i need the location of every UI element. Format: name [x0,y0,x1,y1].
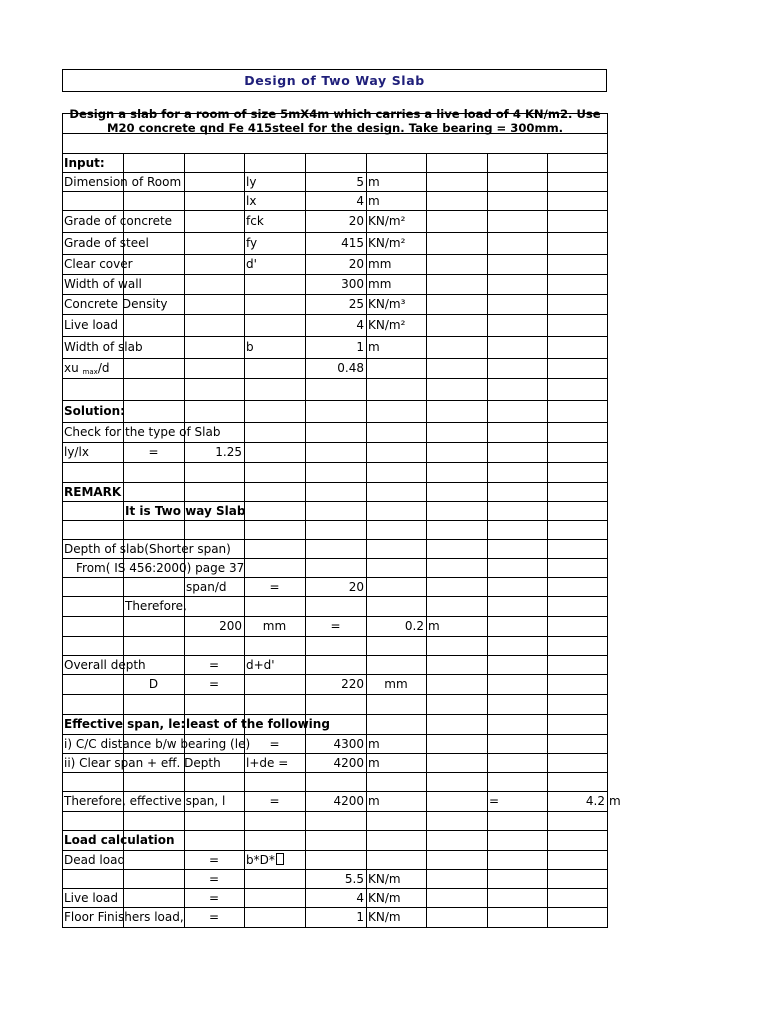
eff-r2-value: 4200 [333,755,364,770]
live-load-unit: KN/m [368,890,401,905]
grid-line-h [62,336,608,337]
input-unit: KN/m² [368,236,406,250]
depth-therefore: Therefore, [125,599,187,613]
depth-ref: From( IS 456:2000) page 37 [76,560,245,575]
input-label: Clear cover [64,257,133,271]
eff-r2-label: ii) Clear span + eff. Depth [64,755,221,770]
input-unit: KN/m³ [368,297,406,311]
eff-r3-label: Therefore, effective span, l [64,794,226,808]
grid-line-v [547,153,548,927]
eff-r3-eq2: = [489,794,500,808]
depth-eq2: = [330,619,341,633]
section-load-calc: Load calculation [64,833,175,847]
grid-line-v [426,153,427,927]
input-symbol: d' [246,257,257,271]
section-solution: Solution: [64,404,125,418]
input-value: 415 [341,236,364,250]
overall-D: D [148,677,159,691]
xu-value: 0.48 [337,361,364,375]
input-symbol: b [246,340,254,354]
eff-r1-label: i) C/C distance b/w bearing (le) [64,736,251,751]
dead-load-eq: = [208,852,220,867]
eff-r3-unit: m [368,794,380,808]
overall-D-value: 220 [341,677,364,691]
floor-load-value: 1 [356,910,364,924]
input-symbol: fck [246,214,264,228]
eff-r3-unit2: m [609,794,621,808]
xu-pre: xu [64,361,79,375]
input-label: Live load [64,318,118,332]
input-label: Grade of concrete [64,214,173,228]
input-label: Dimension of Room [64,174,182,189]
problem-statement: Design a slab for a room of size 5mX4m which carries a live load of 4 KN/m2. Use M20 concrete qnd Fe 415steel for the design. Take bearing = 300mm. [69,107,601,135]
sheet-title: Design of Two Way Slab [62,69,607,92]
grid-line-h [62,153,608,154]
eff-note: least of the following [186,717,330,731]
depth-d-unit: mm [262,619,287,633]
input-value: 4 [356,318,364,332]
dead-load-unit: KN/m [368,871,401,886]
depth-d-m: 0.2 [404,619,424,633]
grid-line-h [62,232,608,233]
input-symbol: fy [246,236,258,250]
input-value: 1 [356,340,364,354]
overall-formula: d+d' [246,657,275,672]
input-value: 300 [341,277,364,291]
dead-load-value: 5.5 [344,871,364,886]
input-value: 5 [356,174,364,189]
check-label: Check for the type of Slab [64,425,221,439]
grid-line-v [487,153,488,927]
overall-label: Overall depth [64,657,146,672]
depth-eq: = [269,579,280,594]
dead-load-formula [246,851,284,869]
input-unit: KN/m² [368,318,406,332]
dead-load-formula-text: b*D* [246,852,275,867]
floor-load-label: Floor Finishers load, [64,910,184,924]
input-label: Width of wall [64,277,142,291]
missing-glyph-icon [276,853,284,865]
grid-line-h [62,850,608,851]
grid-line-h [62,811,608,812]
grid-line-h [62,378,608,379]
grid-line-h [62,400,608,401]
grid-line-v [366,153,367,927]
input-unit: m [368,193,380,208]
eff-r2-eq: l+de = [246,755,289,770]
grid-line-v [607,113,608,927]
check-value: 1.25 [215,445,242,459]
overall-eq: = [208,657,220,672]
grid-line-h [62,210,608,211]
depth-spand-value: 20 [348,579,364,594]
input-unit: m [368,174,380,189]
depth-d-value: 200 [219,619,242,633]
floor-load-eq: = [208,910,220,924]
grid-line-h [62,927,608,928]
depth-d-m-unit: m [428,619,440,633]
section-input: Input: [64,155,105,170]
input-value: 20 [348,257,364,271]
xu-sub: max [82,368,98,376]
depth-spand: span/d [186,579,227,594]
input-label: Grade of steel [64,236,149,250]
check-eq: = [148,445,159,459]
grid-line-v [244,153,245,927]
grid-line-h [62,520,608,521]
grid-line-h [62,482,608,483]
grid-line-v [62,113,63,927]
input-unit: mm [368,257,392,271]
input-unit: KN/m² [368,214,406,228]
input-label: Concrete Density [64,297,168,311]
eff-r1-unit: m [368,736,380,751]
input-symbol: ly [246,174,257,189]
grid-line-h [62,636,608,637]
overall-eq-2: = [208,677,220,691]
check-ratio: ly/lx [64,445,89,459]
eff-r1-eq: = [269,736,280,751]
grid-line-v [305,153,306,927]
eff-r1-value: 4300 [333,736,364,751]
live-load-label: Live load [64,890,118,905]
overall-D-unit: mm [384,677,408,691]
eff-r2-unit: m [368,755,380,770]
dead-load-label: Dead load [64,852,126,867]
xu-label [64,359,109,377]
input-unit: m [368,340,380,354]
live-load-value: 4 [356,890,364,905]
input-value: 4 [356,193,364,208]
dead-load-eq2: = [208,871,220,886]
input-unit: mm [368,277,392,291]
eff-label: Effective span, le: [64,717,186,731]
remark-text: It is Two way Slab [125,503,246,518]
depth-label: Depth of slab(Shorter span) [64,541,231,556]
section-remark: REMARK [64,484,122,499]
eff-r3-value2: 4.2 [585,794,605,808]
eff-r3-eq: = [269,794,280,808]
input-value: 20 [348,214,364,228]
eff-r3-value: 4200 [333,794,364,808]
live-load-eq: = [208,890,220,905]
grid-line-h [62,462,608,463]
grid-line-h [62,694,608,695]
input-value: 25 [348,297,364,311]
input-symbol: lx [246,193,257,208]
input-label: Width of slab [64,340,143,354]
grid-line-h [62,314,608,315]
floor-load-unit: KN/m [368,910,401,924]
grid-line-h [62,772,608,773]
xu-post: /d [97,361,110,375]
